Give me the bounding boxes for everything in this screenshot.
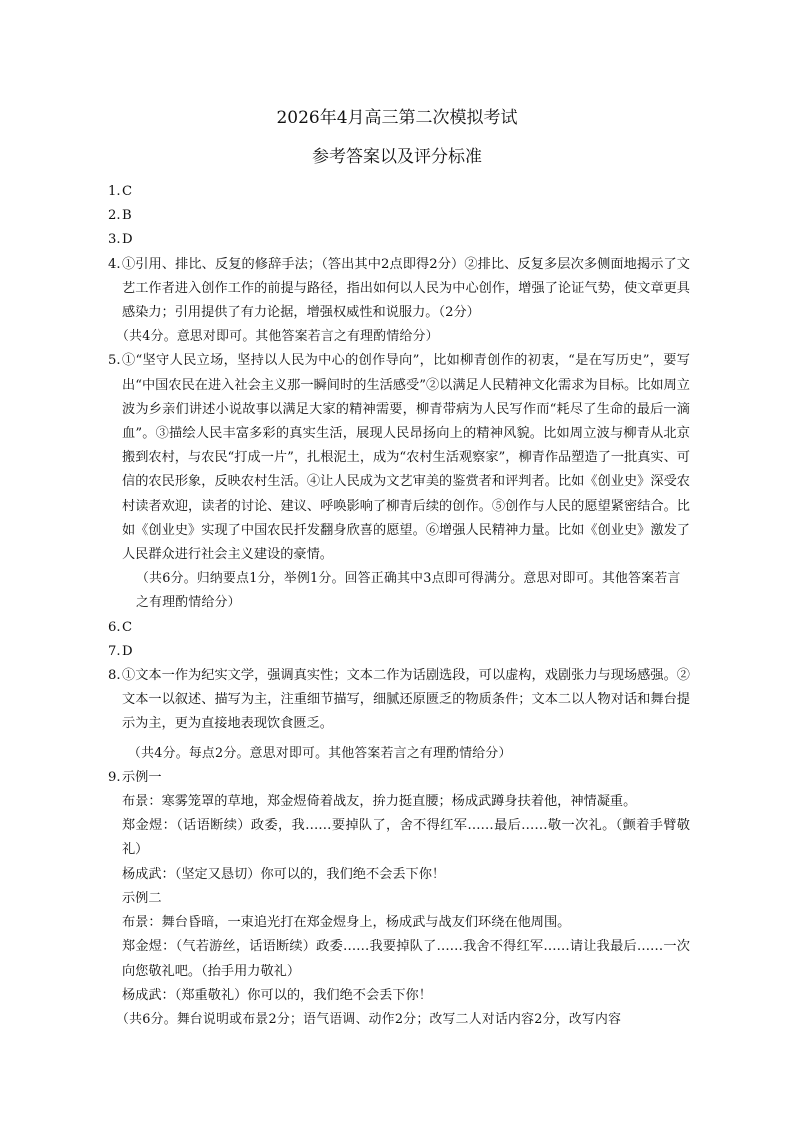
exam-title: 2026年4月高三第二次模拟考试	[276, 108, 518, 128]
scoring-note-q4: （共4分。意思对即可。其他答案若言之有理酌情给分）	[116, 329, 439, 345]
answer-q5	[108, 349, 690, 567]
question-number: 6.	[108, 619, 121, 635]
example1-setting: 布景：寒雾笼罩的草地，郑金煜倚着战友，拚力挺直腰；杨成武蹲身扶着他，神情凝重。	[122, 794, 637, 810]
answer-text: ①“坚守人民立场，坚持以人民为中心的创作导向”，比如柳青创作的初衷，“是在写历史”，要写出“中国农民在进入社会主义那一瞬间时的生活感受”②以满足人民精神文化需求为目标。比如周立波为乡亲们讲述小说故事以满足大家的精神需要，柳青带病为人民写作而“耗尽了生命的最后一滴血”。③描绘人民丰富多彩的真实生活，展现人民昂扬向上的精神风貌。比如周立波与柳青从北京搬到农村，与农民“打成一片”，扎根泥土，成为“农村生活观察家”，柳青作品塑造了一批真实、可信的农民形象，反映农村生活。④让人民成为文艺审美的鉴赏者和评判者。比如《创业史》深受农村读者欢迎，读者的讨论、建议、呼唤影响了柳青后续的创作。⑤创作与人民的愿望紧密结合。比如《创业史》实现了中国农民扦发翻身欣喜的愿望。⑥增强人民精神力量。比如《创业史》激发了人民群众进行社会主义建设的豪情。	[122, 353, 690, 563]
question-number: 5.	[108, 353, 121, 369]
question-number: 2.	[108, 208, 121, 224]
example2-line1: 郑金煜：（气若游丝，话语断续）政委……我要掉队了……我舍不得红军……请让我最后……一次向您敬礼吧。（抬手用力敬礼）	[122, 939, 690, 979]
scoring-note-q8: （共4分。每点2分。意思对即可。其他答案若言之有理酌情给分）	[128, 745, 512, 761]
answer-text: ①文本一作为纪实文学，强调真实性；文本二作为话剧选段，可以虚构，戏剧张力与现场感强。②文本一以叙述、描写为主，注重细节描写，细腻还原匮乏的物质条件；文本二以人物对话和舞台提示为主，更为直接地表现饮食匮乏。	[122, 668, 690, 732]
answer-q2	[108, 204, 690, 228]
answer-key-subtitle: 参考答案以及评分标准	[312, 147, 482, 167]
example1-line2: 杨成武：（坚定又恳切）你可以的，我们绝不会丢下你！	[122, 866, 446, 882]
answer-q9	[108, 766, 690, 1008]
answer-text: ①引用、排比、反复的修辞手法；（答出其中2点即得2分）②排比、反复多层次多侧面地揭示了文艺工作者进入创作工作的前提与路径，指出如何以人民为中心创作，增强了论证气势，使文章更具感染力；引用提供了有力论据，增强权威性和说服力。（2分）	[122, 256, 690, 321]
answer-q6	[108, 616, 690, 640]
answer-q7	[108, 640, 690, 664]
example1-line1: 郑金煜：（话语断续）政委，我……要掉队了，舍不得红军……最后……敬一次礼。（颤着手臂敬礼）	[122, 818, 690, 858]
answer-q4	[108, 253, 690, 326]
answer-q1	[108, 180, 690, 204]
scoring-note-q9: （共6分。舞台说明或布景2分；语气语调、动作2分；改写二人对话内容2分，改写内容	[116, 1011, 622, 1027]
scoring-note-q5: （共6分。归纳要点1分，举例1分。回答正确其中3点即可得满分。意思对即可。其他答案若言之有理酌情给分）	[136, 571, 681, 611]
question-number: 8.	[108, 668, 121, 684]
answer-text: B	[122, 208, 132, 224]
question-number: 9.	[108, 769, 121, 785]
example2-setting: 布景：舞台昏暗，一束追光打在郑金煜身上，杨成武与战友们环绕在他周围。	[122, 915, 571, 931]
question-number: 7.	[108, 643, 121, 659]
example1-label: 示例一	[122, 769, 162, 785]
question-number: 3.	[108, 232, 121, 248]
example2-label: 示例二	[122, 890, 162, 906]
answer-text: C	[122, 619, 133, 635]
answer-q3	[108, 228, 690, 252]
example2-line2: 杨成武：（郑重敬礼）你可以的，我们绝不会丢下你！	[122, 987, 432, 1003]
answer-text: D	[122, 643, 133, 659]
question-number: 4.	[108, 256, 121, 272]
answer-q8	[108, 664, 690, 737]
answers-body	[108, 180, 690, 1032]
answer-text: D	[122, 232, 133, 248]
question-number: 1.	[108, 184, 121, 199]
answer-text: C	[122, 184, 133, 199]
